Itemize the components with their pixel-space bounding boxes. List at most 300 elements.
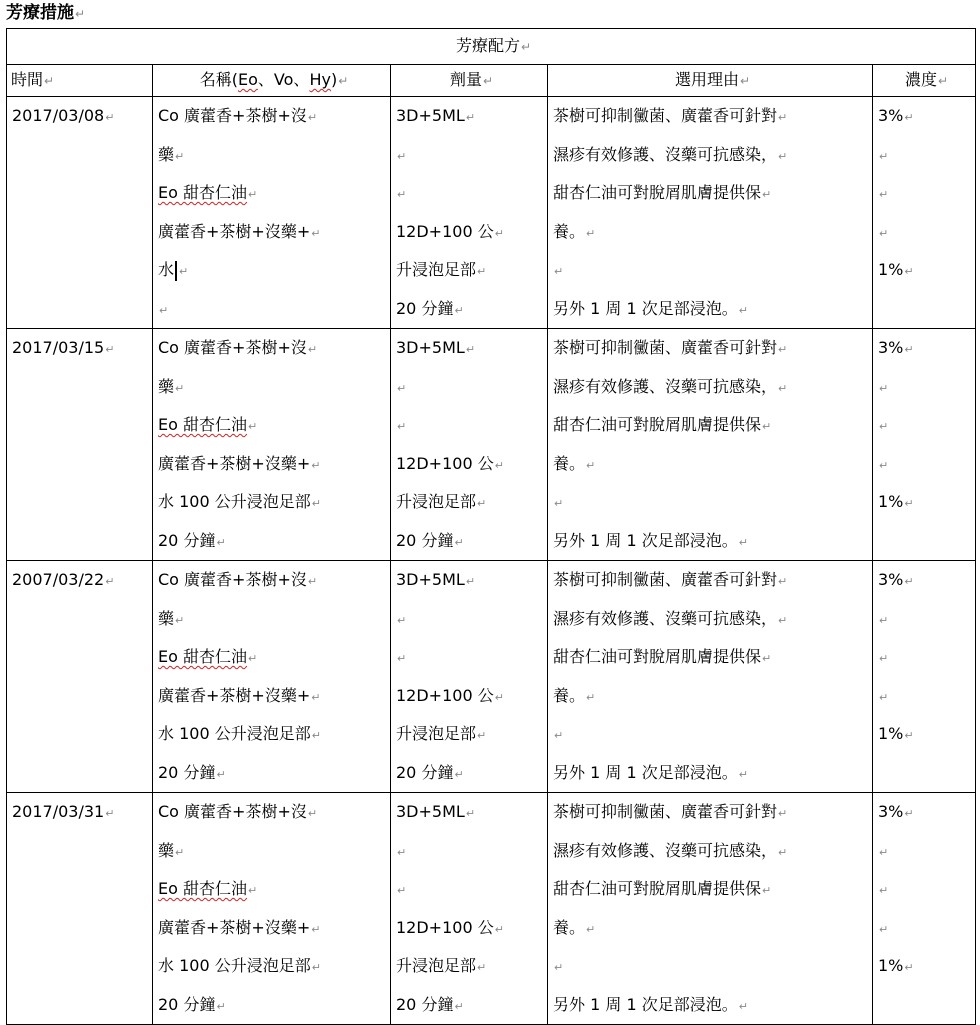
cell-line: [553, 329, 872, 368]
cell-text: 另外 1 周 1 次足部浸泡。: [553, 762, 738, 782]
cell-line: [396, 136, 547, 175]
paragraph-mark-icon: ↵: [397, 188, 407, 201]
cell-text: 3D+5ML: [396, 570, 465, 589]
cell-line: [396, 870, 547, 909]
paragraph-mark-icon: ↵: [248, 652, 258, 665]
paragraph-mark-icon: ↵: [397, 420, 407, 433]
paragraph-mark-icon: ↵: [879, 458, 889, 472]
paragraph-mark-icon: ↵: [454, 767, 464, 781]
cell-text: 藥: [158, 608, 175, 628]
cell-line: [158, 754, 390, 793]
cell-text: 廣藿香+茶樹+沒藥+: [158, 453, 311, 473]
paragraph-mark-icon: ↵: [904, 497, 914, 510]
paragraph-mark-icon: ↵: [482, 74, 494, 88]
aromatherapy-table: [6, 28, 976, 1025]
cell-name[interactable]: [153, 561, 391, 793]
paragraph-mark-icon: ↵: [778, 381, 788, 395]
cell-line: [878, 600, 975, 639]
paragraph-mark-icon: ↵: [879, 884, 889, 897]
paragraph-mark-icon: ↵: [738, 303, 748, 317]
paragraph-mark-icon: ↵: [454, 535, 464, 549]
cell-text: 養。: [553, 221, 586, 241]
paragraph-mark-icon: ↵: [586, 690, 596, 704]
paragraph-mark-icon: ↵: [454, 303, 464, 317]
cell-line: [12, 561, 152, 600]
paragraph-mark-icon: ↵: [879, 188, 889, 201]
paragraph-mark-icon: ↵: [307, 343, 318, 356]
table-row: [7, 97, 976, 329]
cell-text: 茶樹可抑制黴菌、廣藿香可針對: [553, 802, 778, 821]
paragraph-mark-icon: ↵: [216, 535, 226, 549]
paragraph-mark-icon: ↵: [554, 265, 564, 278]
paragraph-mark-icon: ↵: [311, 497, 321, 510]
cell-text: Eo 甜杏仁油: [158, 415, 247, 434]
paragraph-mark-icon: ↵: [762, 652, 772, 665]
cell-text: 20 分鐘: [158, 994, 216, 1014]
section-heading-text: 芳療措施: [6, 3, 74, 23]
cell-date[interactable]: [7, 329, 153, 561]
cell-text: 3D+5ML: [396, 338, 465, 357]
paragraph-mark-icon: ↵: [738, 999, 748, 1013]
cell-line: [553, 483, 872, 522]
header-name-eo: Eo: [238, 70, 258, 89]
paragraph-mark-icon: ↵: [879, 420, 889, 433]
cell-text: 12D+100 公: [396, 221, 494, 241]
paragraph-mark-icon: ↵: [879, 652, 889, 665]
paragraph-mark-icon: ↵: [311, 961, 321, 974]
cell-line: [396, 174, 547, 213]
table-row: [7, 793, 976, 1025]
paragraph-mark-icon: ↵: [477, 961, 487, 974]
cell-line: [553, 290, 872, 329]
cell-text: Co 廣藿香+茶樹+沒: [158, 338, 307, 357]
cell-line: [158, 677, 390, 716]
cell-text: Co 廣藿香+茶樹+沒: [158, 570, 307, 589]
cell-text: 3%: [878, 338, 904, 357]
paragraph-mark-icon: ↵: [105, 575, 115, 588]
cell-date[interactable]: [7, 793, 153, 1025]
cell-line: [553, 174, 872, 213]
paragraph-mark-icon: ↵: [465, 343, 476, 356]
cell-line: [396, 483, 547, 522]
paragraph-mark-icon: ↵: [762, 884, 772, 897]
cell-text: 廣藿香+茶樹+沒藥+: [158, 917, 311, 937]
paragraph-mark-icon: ↵: [494, 690, 504, 704]
cell-line: [158, 97, 390, 136]
paragraph-mark-icon: ↵: [397, 613, 407, 627]
cell-text: 20 分鐘: [396, 298, 454, 318]
table-title-cell[interactable]: [7, 29, 976, 65]
cell-text: 甜杏仁油可對脫屑肌膚提供保: [553, 415, 762, 434]
cell-line: [396, 368, 547, 407]
paragraph-mark-icon: ↵: [307, 575, 318, 588]
header-name-sep: 、: [293, 70, 310, 89]
cell-line: [553, 600, 872, 639]
paragraph-mark-icon: ↵: [778, 111, 788, 124]
paragraph-mark-icon: ↵: [904, 961, 914, 974]
cell-text: 升浸泡足部: [396, 956, 477, 975]
header-concentration-label: 濃度: [904, 70, 937, 89]
cell-line: [553, 677, 872, 716]
cell-line: [553, 97, 872, 136]
cell-line: [158, 522, 390, 561]
cell-text: 茶樹可抑制黴菌、廣藿香可針對: [553, 106, 778, 125]
paragraph-mark-icon: ↵: [554, 961, 564, 974]
header-name[interactable]: [153, 65, 391, 97]
paragraph-mark-icon: ↵: [904, 265, 914, 278]
header-date-label: 時間: [11, 70, 44, 89]
cell-date[interactable]: [7, 97, 153, 329]
table-title: 芳療配方: [455, 36, 520, 55]
cell-text: 3%: [878, 106, 904, 125]
paragraph-mark-icon: ↵: [216, 999, 226, 1013]
header-reason[interactable]: [548, 65, 873, 97]
paragraph-mark-icon: ↵: [105, 343, 115, 356]
cell-text: 1%: [878, 492, 904, 511]
paragraph-mark-icon: ↵: [75, 7, 86, 21]
cell-line: [878, 947, 975, 986]
cell-text: 20 分鐘: [396, 994, 454, 1014]
cell-text: 藥: [158, 840, 175, 860]
cell-text: Co 廣藿香+茶樹+沒: [158, 802, 307, 821]
cell-line: [878, 368, 975, 407]
paragraph-mark-icon: ↵: [762, 188, 772, 201]
cell-text: 升浸泡足部: [396, 260, 477, 279]
cell-line: [158, 986, 390, 1025]
cell-name[interactable]: [153, 793, 391, 1025]
cell-line: [158, 832, 390, 871]
cell-text: 濕疹有效修護、沒藥可抗感染，: [553, 840, 778, 860]
cell-line: [158, 947, 390, 986]
cell-line: [396, 986, 547, 1025]
cell-line: [878, 715, 975, 754]
paragraph-mark-icon: ↵: [738, 535, 748, 549]
paragraph-mark-icon: ↵: [311, 729, 321, 742]
paragraph-mark-icon: ↵: [778, 149, 788, 163]
paragraph-mark-icon: ↵: [311, 458, 321, 472]
cell-dose[interactable]: [391, 97, 548, 329]
paragraph-mark-icon: ↵: [311, 922, 321, 936]
cell-line: [553, 754, 872, 793]
cell-line: [553, 638, 872, 677]
cell-concentration[interactable]: [873, 561, 976, 793]
paragraph-mark-icon: ↵: [175, 381, 185, 395]
cell-text: 廣藿香+茶樹+沒藥+: [158, 221, 311, 241]
paragraph-mark-icon: ↵: [248, 188, 258, 201]
cell-text: 20 分鐘: [396, 762, 454, 782]
paragraph-mark-icon: ↵: [477, 265, 487, 278]
cell-line: [396, 329, 547, 368]
header-name-suffix: ): [330, 70, 338, 89]
cell-line: [158, 368, 390, 407]
cell-line: [878, 251, 975, 290]
paragraph-mark-icon: ↵: [465, 111, 476, 124]
cell-line: [878, 97, 975, 136]
cell-line: [396, 561, 547, 600]
paragraph-mark-icon: ↵: [465, 807, 476, 820]
cell-text: 1%: [878, 724, 904, 743]
paragraph-mark-icon: ↵: [159, 303, 169, 317]
header-reason-label: 選用理由: [674, 70, 739, 89]
cell-text: 另外 1 周 1 次足部浸泡。: [553, 530, 738, 550]
cell-line: [878, 406, 975, 445]
paragraph-mark-icon: ↵: [938, 74, 949, 88]
paragraph-mark-icon: ↵: [879, 922, 889, 936]
cell-line: [553, 715, 872, 754]
cell-line: [158, 715, 390, 754]
paragraph-mark-icon: ↵: [904, 575, 914, 588]
cell-date[interactable]: [7, 561, 153, 793]
cell-line: [158, 600, 390, 639]
paragraph-mark-icon: ↵: [477, 729, 487, 742]
cell-line: [396, 909, 547, 948]
cell-line: [878, 445, 975, 484]
cell-line: [878, 832, 975, 871]
cell-text: 另外 1 周 1 次足部浸泡。: [553, 994, 738, 1014]
cell-text: 20 分鐘: [158, 762, 216, 782]
cell-reason[interactable]: [548, 97, 873, 329]
cell-reason[interactable]: [548, 793, 873, 1025]
paragraph-mark-icon: ↵: [904, 111, 914, 124]
paragraph-mark-icon: ↵: [494, 226, 504, 240]
cell-text: 茶樹可抑制黴菌、廣藿香可針對: [553, 570, 778, 589]
paragraph-mark-icon: ↵: [248, 884, 258, 897]
paragraph-mark-icon: ↵: [311, 690, 321, 704]
cell-line: [158, 793, 390, 832]
cell-line: [158, 909, 390, 948]
paragraph-mark-icon: ↵: [904, 343, 914, 356]
cell-line: [878, 561, 975, 600]
cell-line: [396, 406, 547, 445]
cell-line: [158, 561, 390, 600]
paragraph-mark-icon: ↵: [586, 458, 596, 472]
cell-line: [878, 793, 975, 832]
text-cursor: [175, 261, 177, 281]
paragraph-mark-icon: ↵: [494, 458, 504, 472]
cell-concentration[interactable]: [873, 329, 976, 561]
cell-line: [553, 909, 872, 948]
cell-line: [12, 793, 152, 832]
cell-text: 12D+100 公: [396, 685, 494, 705]
paragraph-mark-icon: ↵: [879, 845, 889, 859]
paragraph-mark-icon: ↵: [179, 265, 189, 278]
paragraph-mark-icon: ↵: [44, 74, 55, 88]
cell-line: [878, 677, 975, 716]
cell-text: 2017/03/15: [12, 338, 105, 357]
cell-line: [553, 136, 872, 175]
cell-line: [553, 251, 872, 290]
cell-line: [553, 522, 872, 561]
paragraph-mark-icon: ↵: [494, 922, 504, 936]
cell-line: [396, 677, 547, 716]
cell-line: [878, 174, 975, 213]
cell-line: [553, 445, 872, 484]
cell-line: [396, 715, 547, 754]
cell-line: [158, 251, 390, 290]
cell-line: [396, 251, 547, 290]
cell-dose[interactable]: [391, 793, 548, 1025]
table-row: [7, 561, 976, 793]
cell-line: [12, 329, 152, 368]
header-name-prefix: 名稱(: [199, 70, 238, 89]
cell-text: 2017/03/08: [12, 106, 105, 125]
cell-line: [553, 406, 872, 445]
paragraph-mark-icon: ↵: [477, 497, 487, 510]
paragraph-mark-icon: ↵: [778, 807, 788, 820]
paragraph-mark-icon: ↵: [216, 767, 226, 781]
cell-line: [396, 445, 547, 484]
cell-text: 甜杏仁油可對脫屑肌膚提供保: [553, 647, 762, 666]
paragraph-mark-icon: ↵: [586, 922, 596, 936]
cell-text: 養。: [553, 917, 586, 937]
paragraph-mark-icon: ↵: [554, 497, 564, 510]
cell-text: 3%: [878, 570, 904, 589]
header-concentration[interactable]: [873, 65, 976, 97]
paragraph-mark-icon: ↵: [778, 613, 788, 627]
header-name-vo: Vo: [273, 70, 294, 89]
table-row: [7, 329, 976, 561]
paragraph-mark-icon: ↵: [879, 613, 889, 627]
cell-line: [396, 793, 547, 832]
cell-line: [158, 213, 390, 252]
cell-line: [158, 445, 390, 484]
paragraph-mark-icon: ↵: [175, 149, 185, 163]
cell-line: [396, 947, 547, 986]
cell-line: [158, 329, 390, 368]
cell-text: 藥: [158, 376, 175, 396]
cell-line: [553, 368, 872, 407]
cell-line: [158, 638, 390, 677]
cell-line: [396, 754, 547, 793]
cell-line: [878, 754, 975, 793]
cell-text: 藥: [158, 144, 175, 164]
cell-line: [553, 947, 872, 986]
cell-text: 水: [158, 260, 175, 279]
paragraph-mark-icon: ↵: [454, 999, 464, 1013]
cell-name[interactable]: [153, 329, 391, 561]
header-dose[interactable]: [391, 65, 548, 97]
cell-line: [396, 290, 547, 329]
cell-text: 濕疹有效修護、沒藥可抗感染，: [553, 376, 778, 396]
paragraph-mark-icon: ↵: [521, 40, 532, 54]
cell-line: [553, 561, 872, 600]
cell-text: 1%: [878, 956, 904, 975]
paragraph-mark-icon: ↵: [778, 343, 788, 356]
paragraph-mark-icon: ↵: [338, 74, 349, 88]
paragraph-mark-icon: ↵: [175, 613, 185, 627]
paragraph-mark-icon: ↵: [879, 149, 889, 163]
cell-line: [878, 483, 975, 522]
cell-concentration[interactable]: [873, 793, 976, 1025]
cell-text: 養。: [553, 685, 586, 705]
cell-text: 養。: [553, 453, 586, 473]
paragraph-mark-icon: ↵: [778, 575, 788, 588]
cell-text: 3D+5ML: [396, 802, 465, 821]
cell-text: 20 分鐘: [158, 530, 216, 550]
cell-text: 濕疹有效修護、沒藥可抗感染，: [553, 144, 778, 164]
cell-line: [553, 213, 872, 252]
paragraph-mark-icon: ↵: [762, 420, 772, 433]
paragraph-mark-icon: ↵: [904, 729, 914, 742]
cell-text: Eo 甜杏仁油: [158, 879, 247, 898]
header-name-sep: 、: [257, 70, 274, 89]
cell-text: 甜杏仁油可對脫屑肌膚提供保: [553, 879, 762, 898]
cell-line: [878, 290, 975, 329]
paragraph-mark-icon: ↵: [554, 729, 564, 742]
cell-text: Eo 甜杏仁油: [158, 647, 247, 666]
paragraph-mark-icon: ↵: [739, 74, 751, 88]
paragraph-mark-icon: ↵: [879, 690, 889, 704]
paragraph-mark-icon: ↵: [904, 807, 914, 820]
header-dose-label: 劑量: [449, 70, 482, 89]
cell-line: [553, 870, 872, 909]
paragraph-mark-icon: ↵: [879, 381, 889, 395]
cell-text: 12D+100 公: [396, 453, 494, 473]
cell-line: [878, 986, 975, 1025]
cell-line: [158, 136, 390, 175]
cell-text: 另外 1 周 1 次足部浸泡。: [553, 298, 738, 318]
cell-line: [396, 600, 547, 639]
paragraph-mark-icon: ↵: [879, 226, 889, 240]
paragraph-mark-icon: ↵: [397, 845, 407, 859]
cell-line: [878, 329, 975, 368]
paragraph-mark-icon: ↵: [397, 149, 407, 163]
cell-line: [553, 832, 872, 871]
cell-line: [396, 638, 547, 677]
cell-line: [158, 406, 390, 445]
cell-text: 甜杏仁油可對脫屑肌膚提供保: [553, 183, 762, 202]
cell-text: 濕疹有效修護、沒藥可抗感染，: [553, 608, 778, 628]
cell-text: 12D+100 公: [396, 917, 494, 937]
cell-line: [553, 793, 872, 832]
paragraph-mark-icon: ↵: [248, 420, 258, 433]
paragraph-mark-icon: ↵: [397, 652, 407, 665]
cell-line: [878, 213, 975, 252]
cell-text: 3%: [878, 802, 904, 821]
cell-reason[interactable]: [548, 561, 873, 793]
cell-text: Co 廣藿香+茶樹+沒: [158, 106, 307, 125]
cell-line: [12, 97, 152, 136]
cell-dose[interactable]: [391, 561, 548, 793]
paragraph-mark-icon: ↵: [778, 845, 788, 859]
cell-text: 升浸泡足部: [396, 724, 477, 743]
cell-concentration[interactable]: [873, 97, 976, 329]
cell-line: [158, 483, 390, 522]
paragraph-mark-icon: ↵: [307, 807, 318, 820]
cell-line: [553, 986, 872, 1025]
paragraph-mark-icon: ↵: [307, 111, 318, 124]
cell-line: [396, 97, 547, 136]
cell-text: 水 100 公升浸泡足部: [158, 724, 311, 743]
paragraph-mark-icon: ↵: [105, 807, 115, 820]
cell-line: [878, 522, 975, 561]
cell-text: 水 100 公升浸泡足部: [158, 492, 311, 511]
paragraph-mark-icon: ↵: [586, 226, 596, 240]
cell-name[interactable]: [153, 97, 391, 329]
cell-text: 20 分鐘: [396, 530, 454, 550]
cell-line: [396, 522, 547, 561]
header-date[interactable]: [7, 65, 153, 97]
paragraph-mark-icon: ↵: [311, 226, 321, 240]
cell-text: 茶樹可抑制黴菌、廣藿香可針對: [553, 338, 778, 357]
cell-line: [878, 909, 975, 948]
paragraph-mark-icon: ↵: [738, 767, 748, 781]
cell-text: 3D+5ML: [396, 106, 465, 125]
cell-reason[interactable]: [548, 329, 873, 561]
cell-dose[interactable]: [391, 329, 548, 561]
paragraph-mark-icon: ↵: [105, 111, 115, 124]
paragraph-mark-icon: ↵: [397, 381, 407, 395]
